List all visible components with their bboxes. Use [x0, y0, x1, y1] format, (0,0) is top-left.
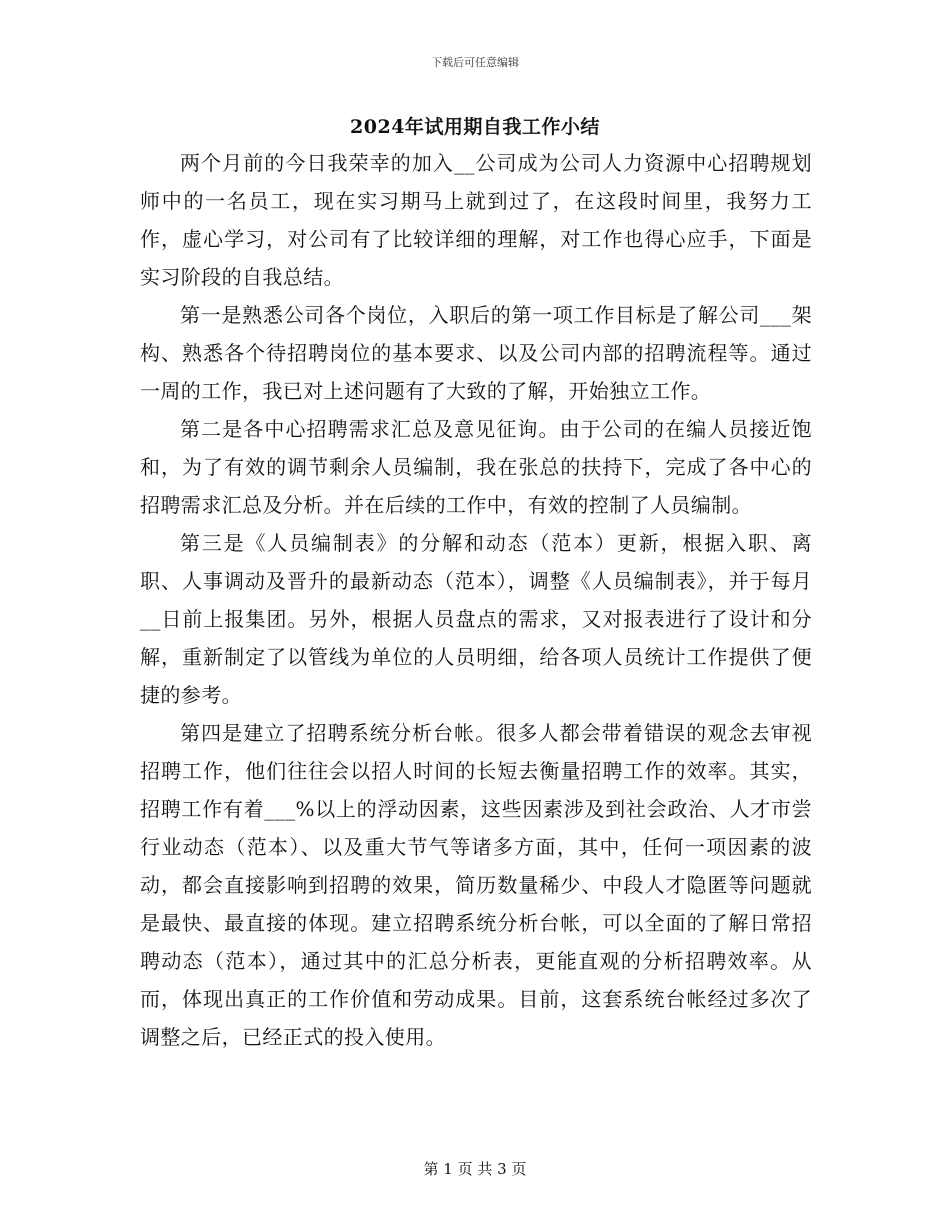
header-note: 下载后可任意编辑	[431, 56, 519, 69]
paragraph-5: 第四是建立了招聘系统分析台帐。很多人都会带着错误的观念去审视招聘工作，他们往往会以招人时间的长短去衡量招聘工作的效率。其实，招聘工作有着___%以上的浮动因素，这些因素涉及到社会政治、人才市尝行业动态（范本）、以及重大节气等诸多方面，其中，任何一项因素的波动，都会直接影响到招聘的效果，简历数量稀少、中段人才隐匿等问题就是最快、最直接的体现。建立招聘系统分析台帐，可以全面的了解日常招聘动态（范本），通过其中的汇总分析表，更能直观的分析招聘效率。从而，体现出真正的工作价值和劳动成果。目前，这套系统台帐经过多次了调整之后，已经正式的投入使用。	[140, 721, 812, 1049]
document-body	[140, 144, 812, 1056]
page-footer: 第 1 页 共 3 页	[423, 1160, 527, 1178]
paragraph-4: 第三是《人员编制表》的分解和动态（范本）更新，根据入职、离职、人事调动及晋升的最新动态（范本），调整《人员编制表》，并于每月__日前上报集团。另外，根据人员盘点的需求，又对报表进行了设计和分解，重新制定了以管线为单位的人员明细，给各项人员统计工作提供了便捷的参考。	[140, 531, 812, 707]
paragraph-2: 第一是熟悉公司各个岗位，入职后的第一项工作目标是了解公司___架构、熟悉各个待招聘岗位的基本要求、以及公司内部的招聘流程等。通过一周的工作，我已对上述问题有了大致的了解，开始独立工作。	[140, 303, 812, 403]
document-title: 2024年试用期自我工作小结	[350, 116, 600, 138]
paragraph-3: 第二是各中心招聘需求汇总及意见征询。由于公司的在编人员接近饱和，为了有效的调节剩余人员编制，我在张总的扶持下，完成了各中心的招聘需求汇总及分析。并在后续的工作中，有效的控制了人员编制。	[140, 417, 812, 517]
paragraph-1: 两个月前的今日我荣幸的加入__公司成为公司人力资源中心招聘规划师中的一名员工，现在实习期马上就到过了，在这段时间里，我努力工作，虚心学习，对公司有了比较详细的理解，对工作也得心应手，下面是实习阶段的自我总结。	[140, 151, 812, 289]
